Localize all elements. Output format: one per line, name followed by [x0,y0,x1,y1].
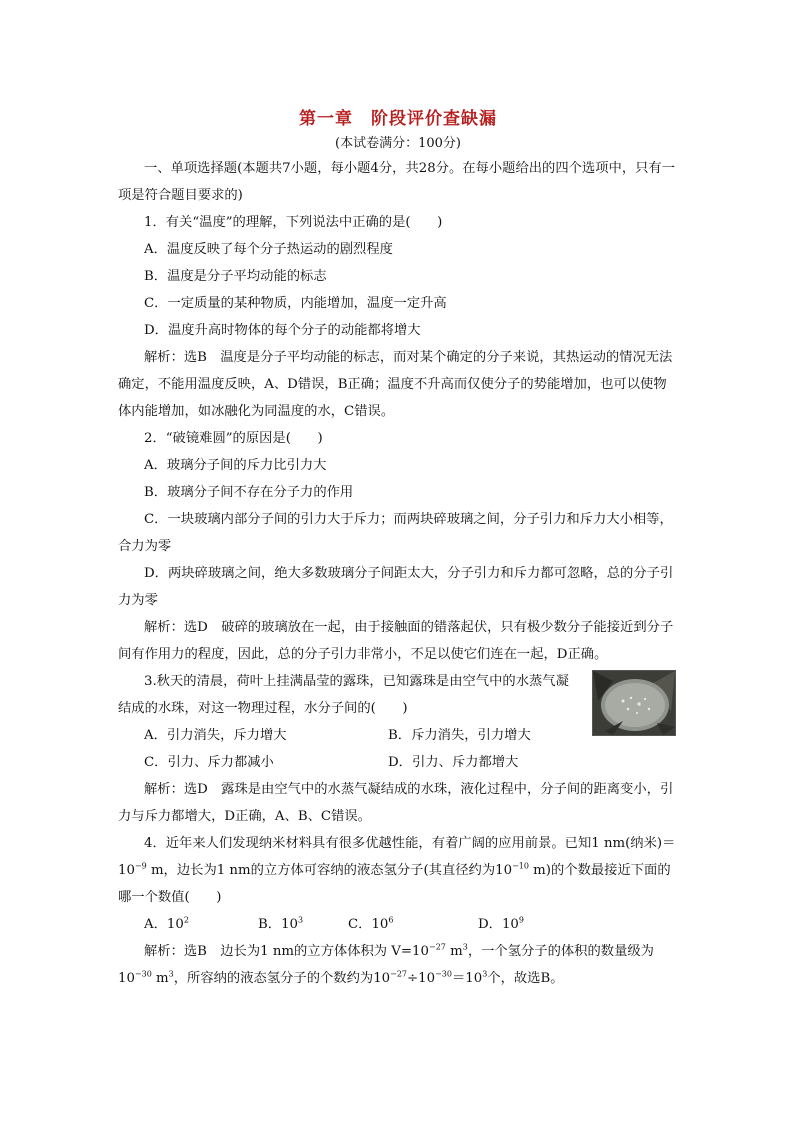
q3-analysis: 解析：选D 露珠是由空气中的水蒸气凝结成的水珠，液化过程中，分子间的距离变小，引力与斥力都增大，D正确，A、B、C错误。 [118,782,674,824]
q4-analysis-exp: −30 [435,969,452,979]
q1-analysis: 解析：选B 温度是分子平均动能的标志，而对某个确定的分子来说，其热运动的情况无法确定，不能用温度反映，A、D错误，B正确；温度不升高而仅使分子的势能增加，也可以使物体内能增加，如冰融化为同温度的水，C错误。 [118,350,673,419]
q2-analysis: 解析：选D 破碎的玻璃放在一起，由于接触面的错落起伏，只有极少数分子能接近到分子间有作用力的程度，因此，总的分子引力非常小，不足以使它们连在一起，D正确。 [118,620,674,662]
q4-analysis-exp: 3 [482,969,488,979]
q3-options-row2 [118,749,678,776]
q4-analysis-part: 个，故选B。 [487,971,564,986]
q4-option-a [144,911,258,938]
q4-analysis-part: m [151,971,169,986]
q2-option-a: A．玻璃分子间的斥力比引力大 [144,458,327,473]
q3-option-d: D．引力、斥力都增大 [388,755,519,770]
lotus-leaf-dew-photo [592,670,676,736]
q4-analysis-exp: 3 [168,969,174,979]
q4-analysis-exp: −30 [134,969,152,979]
q4-stem [118,830,678,911]
q3-option-c: C．引力、斥力都减小 [144,755,274,770]
q4-option-b [258,911,348,938]
q1-stem: 1．有关“温度”的理解，下列说法中正确的是( ) [144,215,443,230]
q2-option-b: B．玻璃分子间不存在分子力的作用 [144,485,354,500]
q4-option-c-base: C．10 [348,917,389,932]
q3-option-a: A．引力消失，斥力增大 [144,728,287,743]
q3-stem: 3.秋天的清晨，荷叶上挂满晶莹的露珠，已知露珠是由空气中的水蒸气凝结成的水珠，对这一物理过程，水分子间的( ) [118,674,569,716]
q4-stem-part: m，边长为1 nm的立方体可容纳的液态氢分子(其直径约为10 [146,863,513,878]
q4-option-d-exp: 9 [518,915,524,925]
q2-stem: 2．“破镜难圆”的原因是( ) [144,431,323,446]
q4-analysis-part: ，所容纳的液态氢分子的个数约为10 [173,971,391,986]
q4-option-d-base: D．10 [478,917,519,932]
q4-stem-part: m)的个数最接近下面的哪一个数值( ) [118,863,671,905]
q1-option-b: B．温度是分子平均动能的标志 [144,269,327,284]
page-subtitle: (本试卷满分：100分) [335,136,461,151]
q2-option-d: D．两块碎玻璃之间，绝大多数玻璃分子间距太大，分子引力和斥力都可忽略，总的分子引力为零 [118,566,674,608]
q4-stem-part: 4．近年来人们发现纳米材料具有很多优越性能，有着广阔的应用前景。已知1 nm(纳米)＝10 [118,836,676,878]
q1-option-a: A．温度反映了每个分子热运动的剧烈程度 [144,242,393,257]
q3-option-b: B．斥力消失，引力增大 [388,728,531,743]
q4-option-d [478,911,524,938]
q4-stem-exponent: −9 [134,861,147,871]
q4-options-row [118,911,678,938]
q4-analysis-part: ＝10 [451,971,483,986]
q4-option-a-base: A．10 [144,917,184,932]
q4-analysis-part: ÷10 [407,971,436,986]
q4-option-b-exp: 3 [298,915,304,925]
q4-analysis-part: m [445,944,463,959]
page-title: 第一章 阶段评价查缺漏 [299,109,497,129]
q4-analysis [118,938,678,992]
q4-analysis-part: ，一个氢分子的体积的数量级为10 [118,944,654,986]
dew-photo-icon [593,671,675,735]
q4-option-b-base: B．10 [258,917,298,932]
q3-block [118,668,678,776]
q4-analysis-exp: 3 [462,942,468,952]
q4-stem-exponent: −10 [512,861,529,871]
q4-analysis-exp: −27 [390,969,408,979]
q4-analysis-exp: −27 [428,942,446,952]
q4-option-a-exp: 2 [183,915,189,925]
q4-analysis-part: 解析：选B 边长为1 nm的立方体体积为 V=10 [144,944,429,959]
q4-option-c [348,911,478,938]
q4-option-c-exp: 6 [388,915,394,925]
q1-option-d: D．温度升高时物体的每个分子的动能都将增大 [144,323,421,338]
q1-option-c: C．一定质量的某种物质，内能增加，温度一定升高 [144,296,447,311]
q2-option-c: C．一块玻璃内部分子间的引力大于斥力；而两块碎玻璃之间，分子引力和斥力大小相等，合力为零 [118,512,673,554]
section-heading: 一、单项选择题(本题共7小题，每小题4分，共28分。在每小题给出的四个选项中，只有一项是符合题目要求的) [118,161,676,203]
exam-page [118,104,678,992]
